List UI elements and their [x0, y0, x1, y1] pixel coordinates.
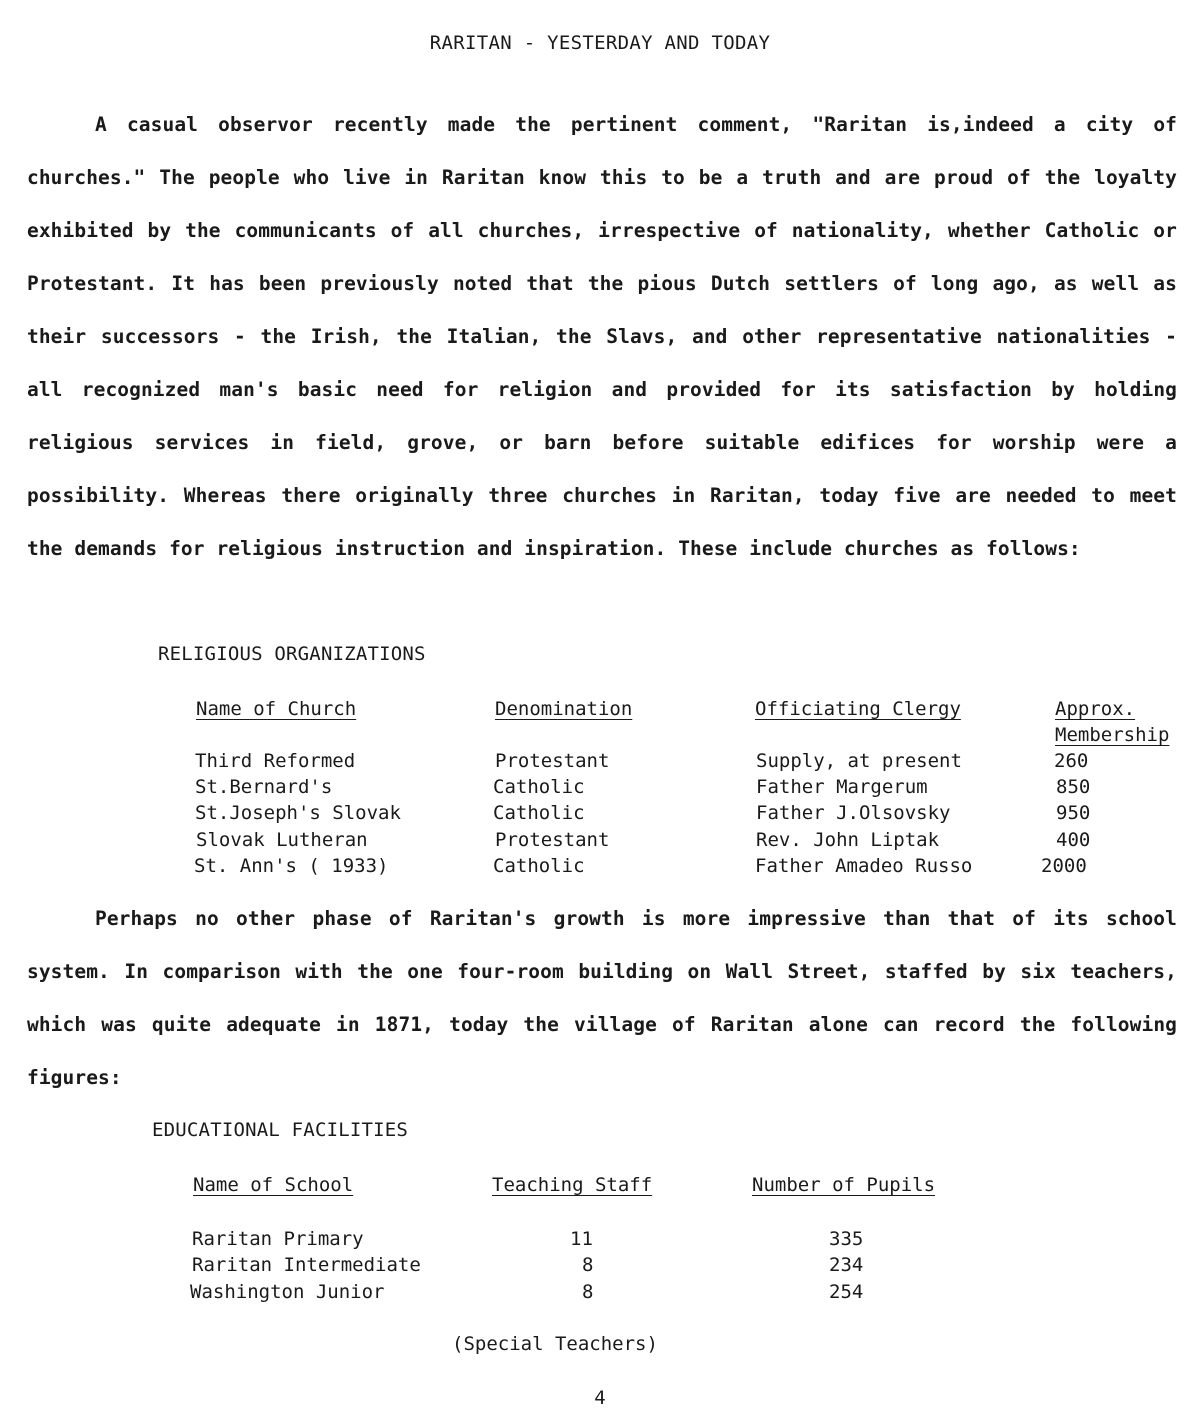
column-header-pupils: Number of Pupils — [752, 1174, 936, 1196]
church-denomination: Catholic — [493, 776, 585, 798]
church-denomination: Catholic — [493, 855, 585, 877]
church-name: St. Ann's ( 1933) — [194, 855, 389, 877]
church-clergy: Father J.Olsovsky — [756, 802, 951, 824]
page-number: 4 — [594, 1387, 606, 1409]
church-clergy: Father Margerum — [756, 776, 928, 798]
church-membership: 260 — [1054, 750, 1089, 772]
church-denomination: Protestant — [495, 829, 610, 851]
church-membership: 950 — [1056, 802, 1091, 824]
church-clergy: Rev. John Liptak — [756, 829, 940, 851]
page-title: RARITAN - YESTERDAY AND TODAY — [429, 32, 771, 54]
school-name: Raritan Intermediate — [192, 1254, 421, 1276]
school-name: Raritan Primary — [192, 1228, 364, 1250]
educational-facilities-heading: EDUCATIONAL FACILITIES — [152, 1119, 409, 1141]
school-pupils: 254 — [829, 1281, 864, 1303]
church-name: St.Bernard's — [195, 776, 333, 798]
column-header-school-name: Name of School — [193, 1174, 354, 1196]
schools-paragraph: Perhaps no other phase of Raritan's growth is more impressive than that of its school system. In comparison with the one four-room building on Wall Street, staffed by six teachers, which was quite adequate in 1871, today the village of Raritan alone can record the following figures: — [27, 907, 1177, 1089]
school-name: Washington Junior — [190, 1281, 385, 1303]
church-membership: 400 — [1056, 829, 1091, 851]
school-staff: 11 — [570, 1228, 593, 1250]
column-header-denomination: Denomination — [495, 698, 633, 720]
column-header-clergy: Officiating Clergy — [755, 698, 961, 720]
column-header-membership-2: Membership — [1055, 724, 1170, 746]
church-clergy: Supply, at present — [756, 750, 962, 772]
column-header-membership-1: Approx. — [1055, 698, 1136, 720]
church-clergy: Father Amadeo Russo — [755, 855, 973, 877]
church-membership: 850 — [1056, 776, 1091, 798]
church-name: Slovak Lutheran — [196, 829, 368, 851]
special-teachers-note: (Special Teachers) — [452, 1333, 658, 1355]
school-pupils: 234 — [829, 1254, 864, 1276]
school-pupils: 335 — [829, 1228, 864, 1250]
church-denomination: Protestant — [495, 750, 610, 772]
church-name: St.Joseph's Slovak — [195, 802, 401, 824]
church-name: Third Reformed — [195, 750, 356, 772]
church-denomination: Catholic — [493, 802, 585, 824]
column-header-church-name: Name of Church — [196, 698, 357, 720]
religious-organizations-heading: RELIGIOUS ORGANIZATIONS — [158, 643, 426, 665]
column-header-teaching-staff: Teaching Staff — [492, 1174, 653, 1196]
school-staff: 8 — [582, 1281, 594, 1303]
intro-paragraph: A casual observor recently made the pertinent comment, "Raritan is,indeed a city of churches." The people who live in Raritan know this to be a truth and are proud of the loyalty exhibited by the communicants of all churches, irrespective of nationality, whether Catholic or Protestant. It has been previously noted that the pious Dutch settlers of long ago, as well as their successors - the Irish, the Italian, the Slavs, and other representative nationalities - all recognized man's basic need for religion and provided for its satisfaction by holding religious services in field, grove, or barn before suitable edifices for worship were a possibility. Whereas there originally three churches in Raritan, today five are needed to meet the demands for religious instruction and inspiration. These include churches as follows: — [27, 113, 1177, 560]
school-staff: 8 — [582, 1254, 594, 1276]
church-membership: 2000 — [1041, 855, 1087, 877]
